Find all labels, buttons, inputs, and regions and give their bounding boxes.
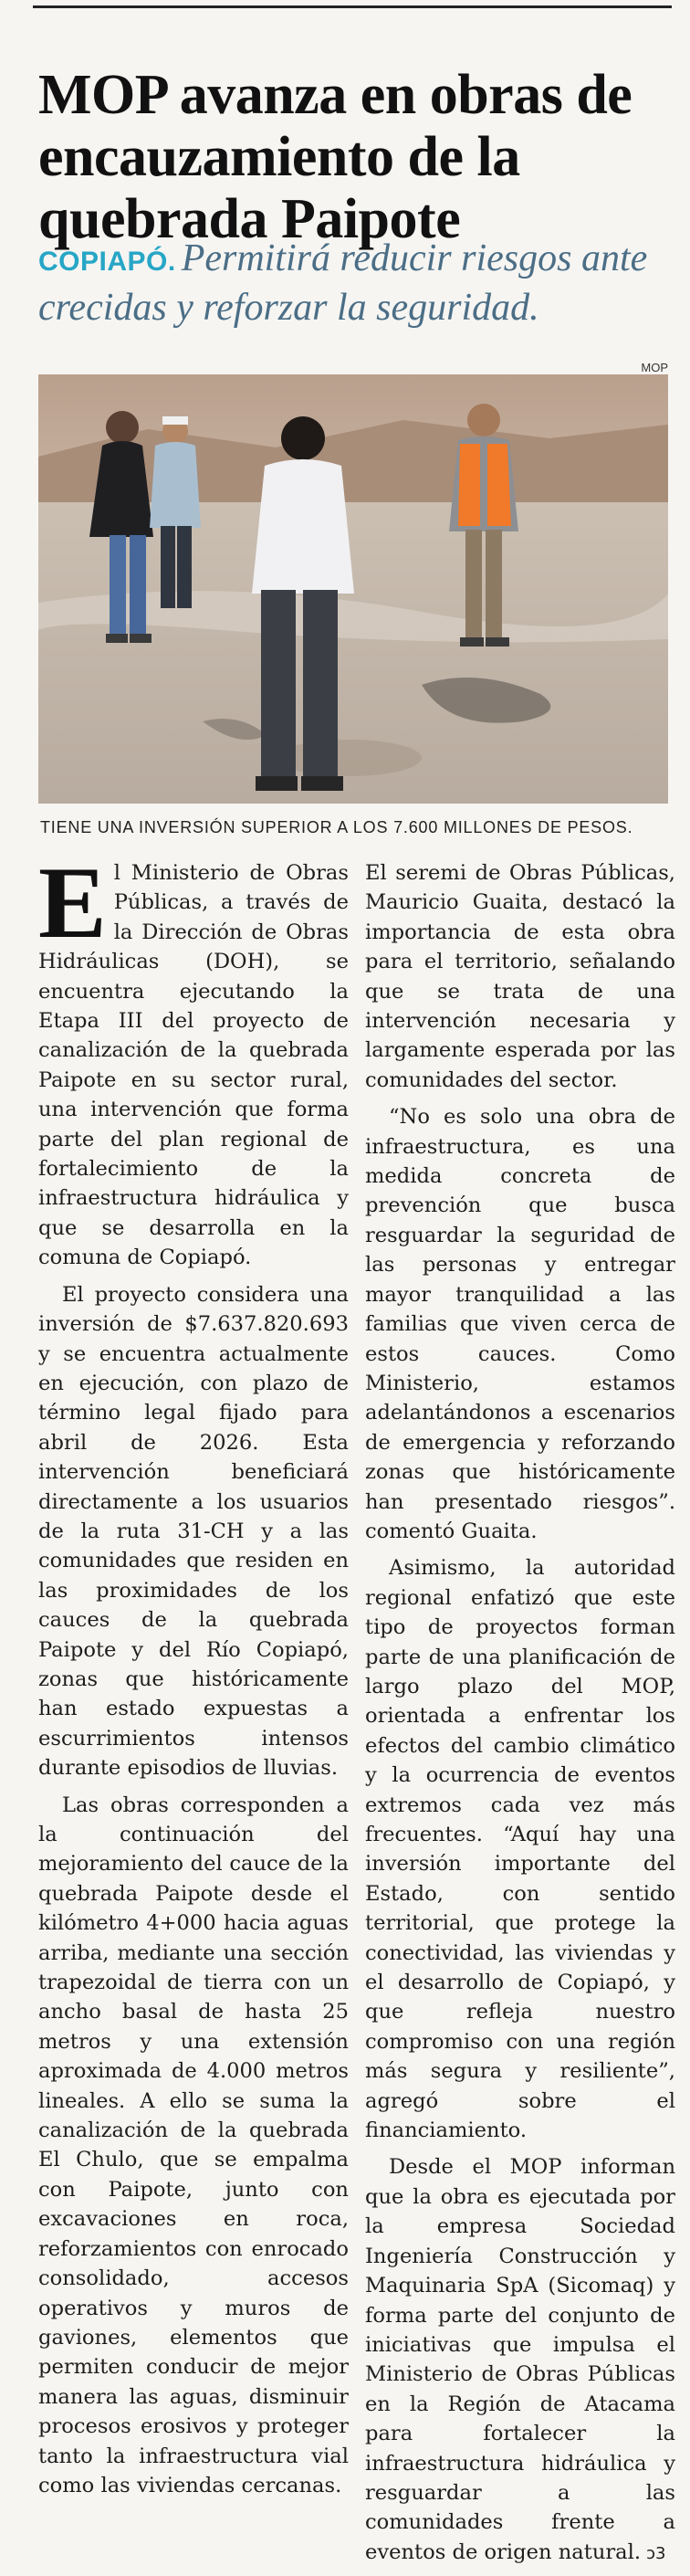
location-label: COPIAPÓ.: [38, 247, 176, 277]
paragraph-1-text: l Ministerio de Obras Públicas, a través de la Dirección de Obras Hidráulicas (DOH), se encuentra ejecutando la Etapa III del proyecto de canalización de la quebrada Paipote en su sector rural, una intervención que forma parte del plan regional de fortalecimiento de la infraestructura hidráulica y que se desarrolla en la comuna de Copiapó.: [38, 861, 349, 1270]
article-photo: [38, 374, 668, 804]
photo-credit: MOP: [641, 361, 668, 374]
end-of-article-icon: ↄ3: [646, 2543, 666, 2563]
paragraph-7-text: Desde el MOP informan que la obra es ejecutada por la empresa Sociedad Ingeniería Construcción y Maquinaria SpA (Sicomaq) y forma parte del conjunto de iniciativas que impulsa el Ministerio de Obras Públicas en la Región de Atacama para fortalecer la infraestructura hidráulica y resguardar a las comunidades frente a eventos de origen natural.: [365, 2155, 675, 2564]
subheadline: Permitirá reducir riesgos ante crecidas y reforzar la seguridad.: [38, 237, 648, 329]
article-column-right: [365, 858, 675, 2576]
article-column-left: [38, 846, 349, 2508]
top-rule: [33, 5, 672, 8]
paragraph-2: El proyecto considera una inversión de $7.637.820.693 y se encuentra actualmente en ejecución, con plazo de término legal fijado para abril de 2026. Esta intervención beneficiará directamente a los usuarios de la ruta 31-CH y a las comunidades que residen en las proximidades de los cauces de la quebrada Paipote y del Río Copiapó, zonas que históricamente han estado expuestas a escurrimientos intensos durante episodios de lluvias.: [38, 1282, 349, 1781]
paragraph-6: Asimismo, la autoridad regional enfatizó que este tipo de proyectos forman parte de una planificación de largo plazo del MOP, orientada a enfrentar los efectos del cambio climático y la ocurrencia de eventos extremos cada vez más frecuentes. “Aquí hay una inversión importante del Estado, con sentido territorial, que protege la conectividad, las viviendas y el desarrollo de Copiapó, y que refleja nuestro compromiso con una región más segura y resiliente”, agregó sobre el financiamiento.: [365, 1556, 675, 2143]
photo-caption: TIENE UNA INVERSIÓN SUPERIOR A LOS 7.600 MILLONES DE PESOS.: [40, 818, 633, 836]
drop-cap: E: [38, 846, 107, 960]
headline: MOP avanza en obras de encauzamiento de la quebrada Paipote: [38, 63, 632, 250]
paragraph-7: [365, 2152, 675, 2569]
subheadline-block: [38, 236, 668, 331]
paragraph-5: “No es solo una obra de infraestructura, es una medida concreta de prevención que busca resguardar la seguridad de las personas y entregar mayor tranquilidad a las familias que viven cerca de estos cauces. Como Ministerio, estamos adelantándonos a escenarios de emergencia y reforzando zonas que históricamente han presentado riesgos”. comentó Guaita.: [365, 1105, 675, 1543]
paragraph-4: El seremi de Obras Públicas, Mauricio Guaita, destacó la importancia de esta obra para el territorio, señalando que se trata de una intervención necesaria y largamente esperada por las comunidades del sector.: [365, 861, 675, 1092]
site-visit-photo: [38, 374, 668, 804]
paragraph-1: [38, 846, 349, 1273]
paragraph-3: Las obras corresponden a la continuación del mejoramiento del cauce de la quebrada Paipote desde el kilómetro 4+000 hacia aguas arriba, mediante una sección trapezoidal de tierra con un ancho basal de hasta 25 metros y una extensión aproximada de 4.000 metros lineales. A ello se suma la canalización de la quebrada El Chulo, que se empalma con Paipote, junto con excavaciones en roca, reforzamientos con enrocado consolidado, accesos operativos y muros de gaviones, elementos que permiten conducir de mejor manera las aguas, disminuir procesos erosivos y proteger tanto la infraestructura vial como las viviendas cercanas.: [38, 1793, 349, 2497]
